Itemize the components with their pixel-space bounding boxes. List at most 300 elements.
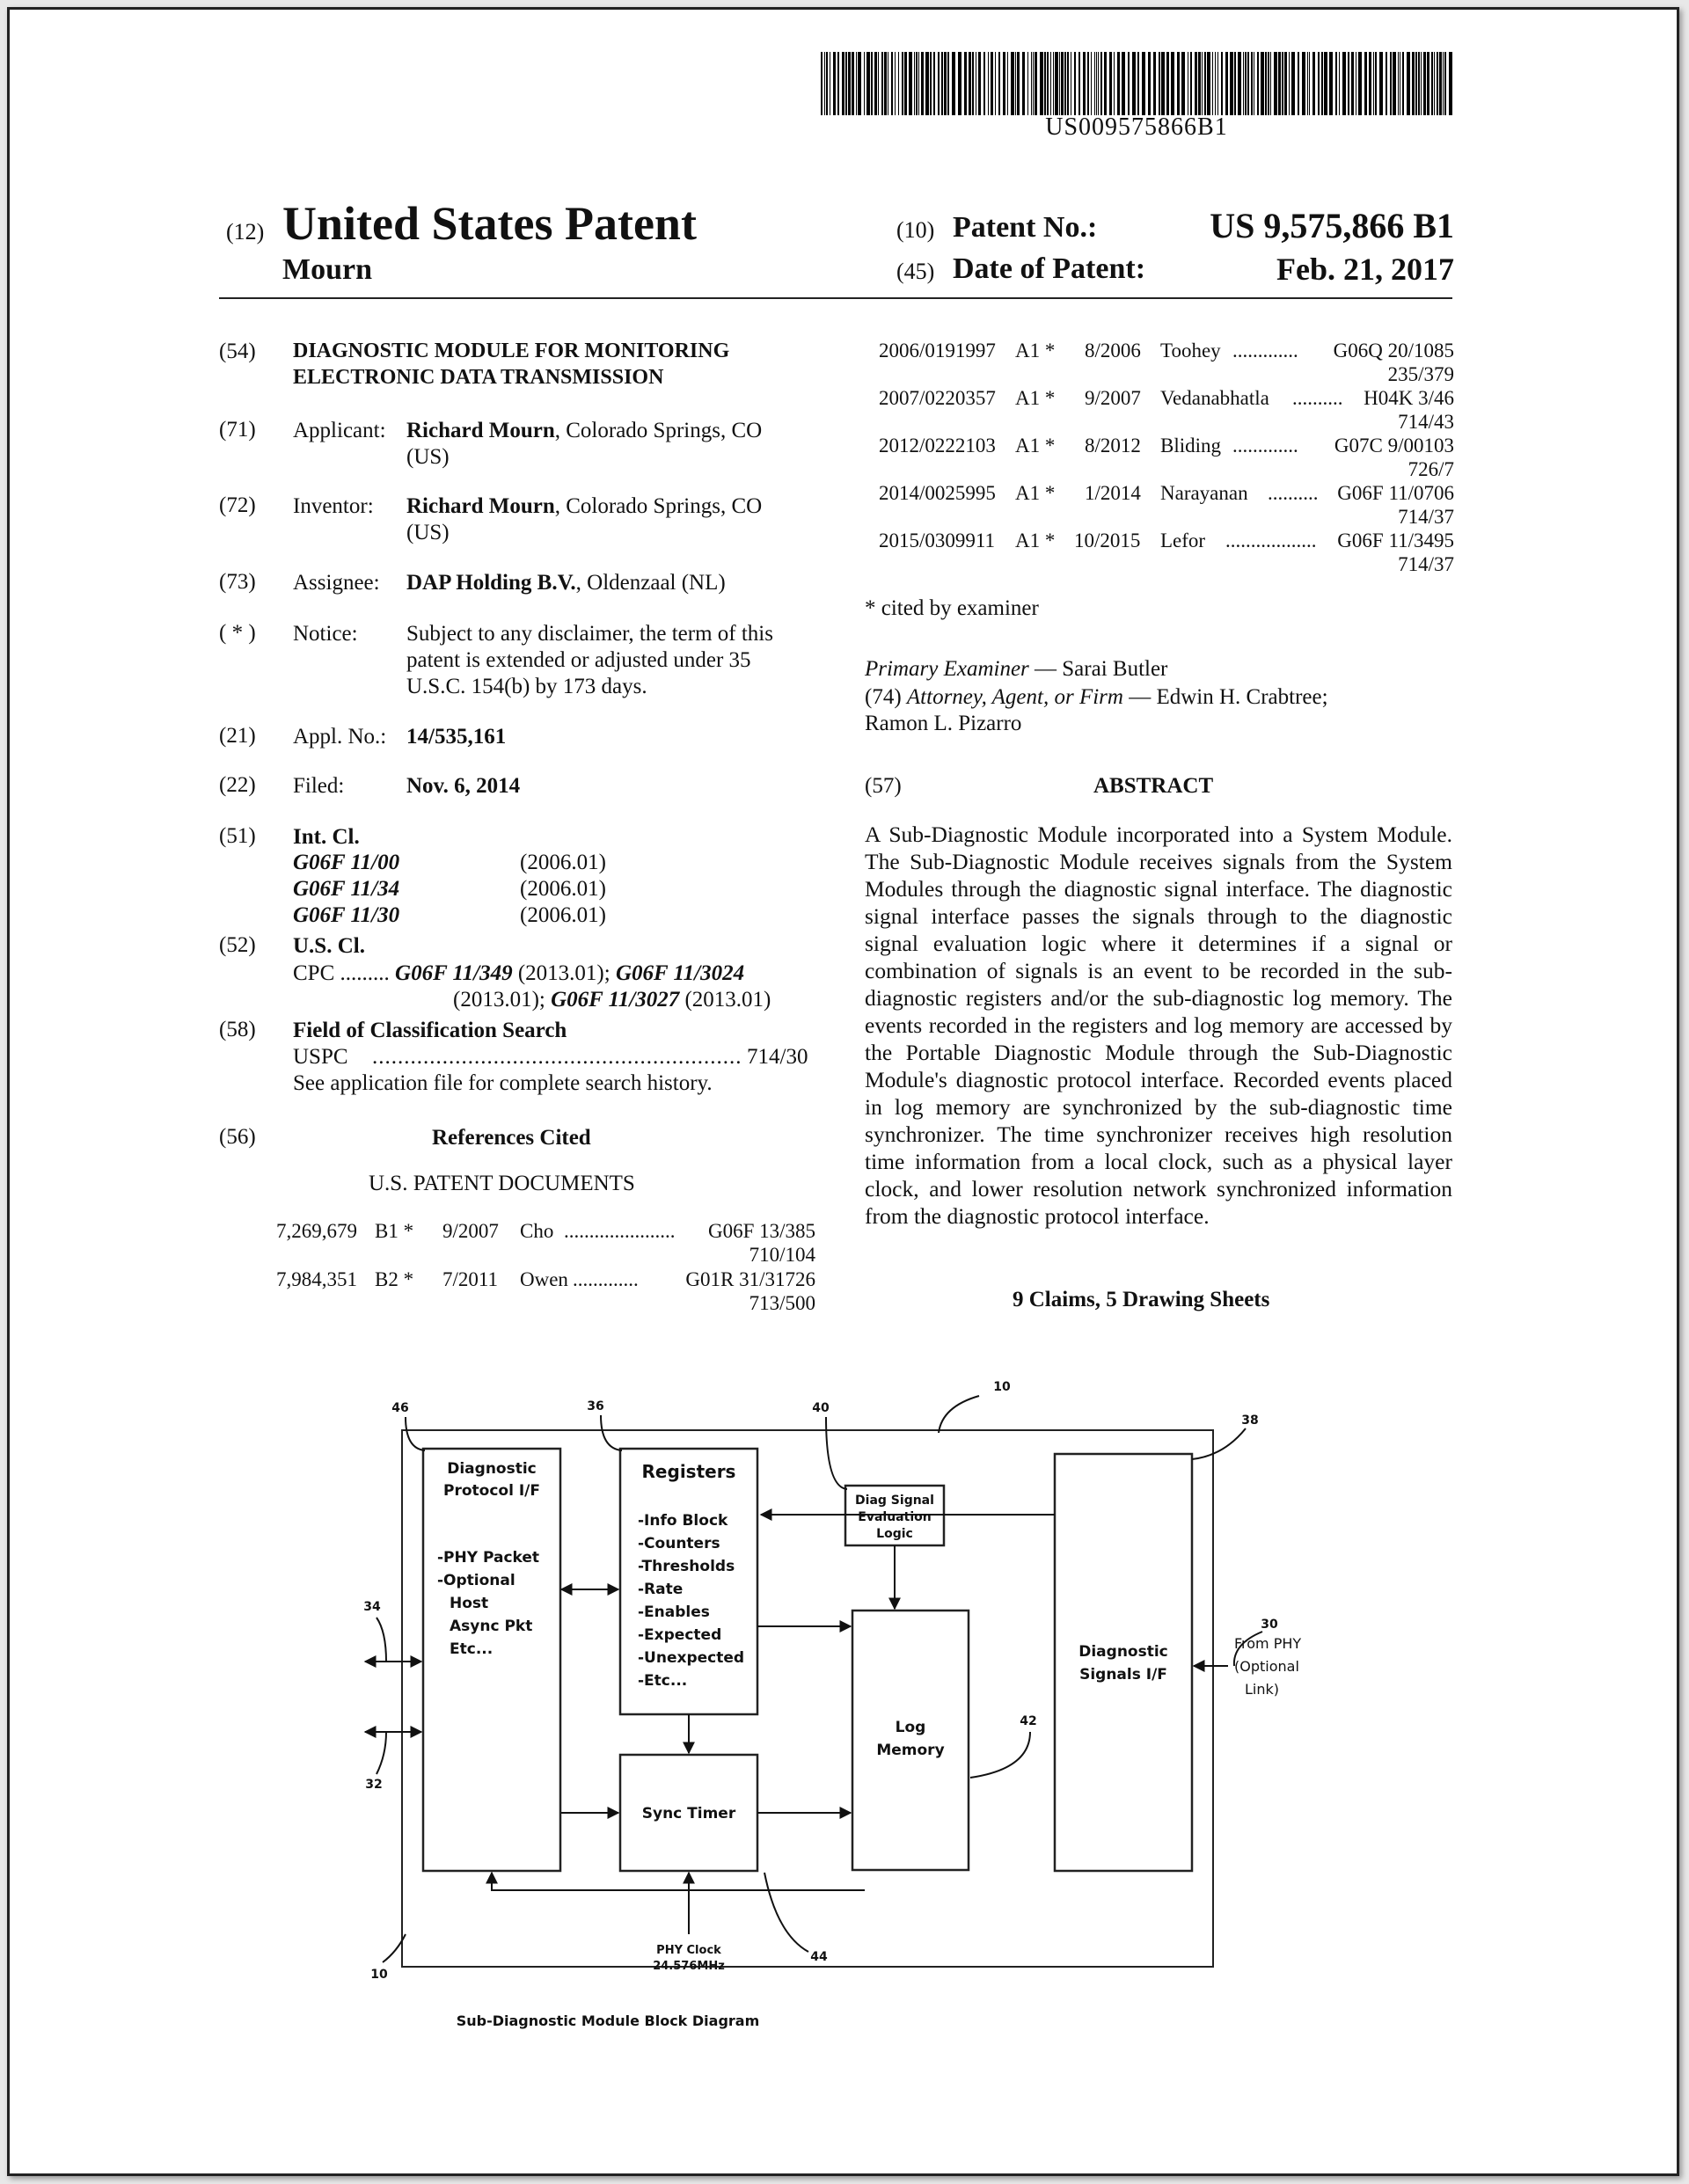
- barcode-bar: [1373, 52, 1374, 115]
- barcode-bar: [842, 52, 844, 115]
- uspc-leader: ..........................................................: [372, 1045, 742, 1069]
- register-item: -Info Block: [638, 1512, 728, 1530]
- barcode-bar: [881, 52, 883, 115]
- attorney-names: — Edwin H. Crabtree;: [1122, 685, 1328, 709]
- barcode-bar: [1161, 52, 1165, 115]
- references-cited-heading: References Cited: [432, 1126, 591, 1150]
- date-of-patent-label: Date of Patent:: [953, 252, 1146, 285]
- filed-label: Filed:: [293, 774, 345, 798]
- attorney-line-2: Ramon L. Pizarro: [865, 712, 1022, 735]
- ref-kind: A1 *: [1015, 340, 1056, 362]
- header-code-45: (45): [896, 259, 935, 284]
- barcode-bar: [1234, 52, 1236, 115]
- log-memory-block: [852, 1611, 969, 1870]
- eval-line-1: Diag Signal: [855, 1494, 934, 1508]
- document-number: US009575866B1: [1045, 113, 1228, 141]
- register-item: -Counters: [638, 1535, 720, 1552]
- barcode-bar: [1204, 52, 1206, 115]
- patent-number: US 9,575,866 B1: [1210, 206, 1454, 245]
- barcode-bar: [821, 52, 823, 115]
- register-item: -Etc...: [638, 1672, 688, 1690]
- ref-numeral-40: 40: [812, 1401, 830, 1415]
- inventor-country: (US): [406, 521, 450, 544]
- abstract-heading: ABSTRACT: [1093, 774, 1214, 798]
- leader-34: [377, 1618, 386, 1662]
- ref-class: G06F 11/3495: [1337, 530, 1454, 551]
- barcode-bar: [1053, 52, 1054, 115]
- barcode-bar: [1017, 52, 1020, 115]
- phy-clock-line-1: PHY Clock: [656, 1944, 721, 1957]
- barcode-bar: [1035, 52, 1037, 115]
- ref-numeral-46: 46: [391, 1401, 409, 1415]
- ref-date: 7/2011: [442, 1268, 499, 1290]
- register-item: -Thresholds: [638, 1558, 735, 1575]
- barcode-bar: [1402, 52, 1404, 115]
- ref-name: Narayanan: [1160, 482, 1248, 504]
- barcode-bar: [1443, 52, 1444, 115]
- primary-examiner-label: Primary Examiner: [865, 657, 1029, 681]
- ref-class: G06F 11/0706: [1337, 482, 1454, 504]
- cpc-line-1: [293, 961, 744, 987]
- barcode-bar: [1015, 52, 1016, 115]
- barcode-bar: [1268, 52, 1269, 115]
- barcode-bar: [1351, 52, 1354, 115]
- barcode-bar: [1177, 52, 1180, 115]
- leader-44: [764, 1873, 808, 1952]
- assignee-name: DAP Holding B.V.: [406, 571, 576, 595]
- diagnostic-signals-if-block: [1055, 1454, 1192, 1871]
- barcode-bar: [1137, 52, 1139, 115]
- barcode-bar: [1238, 52, 1241, 115]
- ref-class: G06F 13/385: [707, 1220, 815, 1242]
- ref-number: 2006/0191997: [879, 340, 996, 362]
- ref-number: 2007/0220357: [879, 387, 996, 409]
- leader-32: [377, 1732, 386, 1774]
- barcode-bar: [1321, 52, 1323, 115]
- barcode-bar: [1243, 52, 1244, 115]
- barcode-bar: [983, 52, 985, 115]
- barcode-bar: [864, 52, 865, 115]
- protocol-item: Etc...: [450, 1640, 494, 1658]
- barcode-bar: [1061, 52, 1064, 115]
- code-notice: ( * ): [219, 621, 256, 645]
- leader-40: [826, 1417, 847, 1489]
- barcode-bar: [1083, 52, 1086, 115]
- barcode-bar: [964, 52, 967, 115]
- barcode-bar: [947, 52, 949, 115]
- eval-line-2: Evaluation: [858, 1510, 932, 1524]
- code-72: (72): [219, 493, 256, 517]
- ref-number: 2012/0222103: [879, 435, 996, 457]
- barcode-bar: [1050, 52, 1051, 115]
- ref-leader: .............: [1232, 435, 1298, 457]
- barcode-bar: [1375, 52, 1377, 115]
- us-patent-documents-heading: U.S. PATENT DOCUMENTS: [369, 1172, 635, 1195]
- appl-no-label: Appl. No.:: [293, 725, 387, 749]
- filed-value: Nov. 6, 2014: [406, 774, 521, 798]
- ref-leader: ..........: [1292, 387, 1343, 409]
- claims-summary: 9 Claims, 5 Drawing Sheets: [1013, 1288, 1270, 1311]
- ref-class: G06Q 20/1085: [1333, 340, 1454, 362]
- barcode-bar: [1386, 52, 1387, 115]
- registers-title: Registers: [641, 1461, 736, 1482]
- field-search-label: Field of Classification Search: [293, 1019, 567, 1042]
- patent-title-heading: United States Patent: [282, 197, 697, 250]
- barcode-bar: [1031, 52, 1032, 115]
- ref-class: H04K 3/46: [1364, 387, 1454, 409]
- code-58: (58): [219, 1018, 256, 1041]
- date-of-patent: Feb. 21, 2017: [1276, 252, 1454, 287]
- barcode-bar: [1078, 52, 1080, 115]
- barcode-bar: [1312, 52, 1315, 115]
- abstract-text: A Sub-Diagnostic Module incorporated into a System Module. The Sub-Diagnostic Module receives signals from the System Modules through the diagnostic signal interface. The diagnostic signal interface passes the signals through to the diagnostic signal evaluation logic where it determines if a signal or combination of signals is an event to be recorded in the sub-diagnostic registers and/or the sub-diagnostic log memory. The events recorded in the registers and log memory are accessed by the Portable Diagnostic Module through the Sub-Diagnostic Module's diagnostic protocol interface. Recorded events placed in log memory are synchronized by the sub-diagnostic time synchronizer. The time synchronizer receives high resolution time information from a local clock, such as a physical layer clock, and lower resolution network synchronized information from the diagnostic protocol interface.: [865, 822, 1452, 1229]
- barcode-bar: [1302, 52, 1305, 115]
- barcode-bar: [1100, 52, 1102, 115]
- barcode-bar: [1318, 52, 1320, 115]
- barcode-bar: [1064, 52, 1066, 115]
- barcode-bar: [952, 52, 955, 115]
- barcode-bar: [837, 52, 839, 115]
- barcode-bar: [1431, 52, 1433, 115]
- barcode-bar: [1329, 52, 1333, 115]
- cpc-class-2: G06F 11/3024: [615, 961, 745, 985]
- barcode-bar: [902, 52, 903, 115]
- barcode-bar: [1047, 52, 1049, 115]
- barcode-bar: [852, 52, 854, 115]
- barcode-bar: [918, 52, 919, 115]
- ref-kind: A1 *: [1015, 435, 1056, 457]
- code-57: (57): [865, 774, 902, 798]
- primary-examiner-name: — Sarai Butler: [1028, 657, 1168, 681]
- barcode-bar: [1091, 52, 1092, 115]
- ref-number: 7,984,351: [276, 1268, 357, 1290]
- inventor-label: Inventor:: [293, 494, 374, 518]
- barcode-bar: [1339, 52, 1340, 115]
- barcode-bar: [925, 52, 929, 115]
- applicant-location: , Colorado Springs, CO: [554, 419, 763, 442]
- barcode-bar: [898, 52, 899, 115]
- ref-date: 8/2006: [1085, 340, 1141, 362]
- cpc-version-3: (2013.01): [679, 988, 771, 1012]
- ref-numeral-34: 34: [363, 1600, 381, 1614]
- ref-numeral-36: 36: [587, 1399, 604, 1413]
- ref-name: Owen: [520, 1268, 568, 1290]
- barcode-bar: [1415, 52, 1417, 115]
- barcode-bar: [1171, 52, 1174, 115]
- code-74: (74): [865, 685, 902, 709]
- barcode-bar: [1022, 52, 1025, 115]
- barcode-bar: [1003, 52, 1005, 115]
- from-phy-line: Link): [1245, 1681, 1280, 1698]
- ref-numeral-10-bottom: 10: [370, 1968, 388, 1982]
- appl-no-value: 14/535,161: [406, 725, 507, 749]
- barcode-bar: [866, 52, 870, 115]
- header-divider: [219, 297, 1452, 299]
- barcode-bar: [1011, 52, 1014, 115]
- inventor-value: [406, 493, 762, 546]
- barcode-bar: [1225, 52, 1228, 115]
- barcode-bar: [995, 52, 996, 115]
- barcode-bar: [1212, 52, 1213, 115]
- applicant-label: Applicant:: [293, 419, 386, 442]
- barcode-bar: [916, 52, 918, 115]
- barcode-bar: [1087, 52, 1089, 115]
- barcode-bar: [848, 52, 851, 115]
- register-item: -Expected: [638, 1626, 722, 1644]
- sync-timer-label: Sync Timer: [641, 1805, 736, 1822]
- code-51: (51): [219, 824, 256, 848]
- barcode-bar: [938, 52, 940, 115]
- assignee-value: [406, 570, 726, 596]
- barcode-bar: [1369, 52, 1371, 115]
- ref-kind: A1 *: [1015, 482, 1056, 504]
- code-71: (71): [219, 418, 256, 442]
- barcode-bar: [958, 52, 961, 115]
- barcode-bar: [1207, 52, 1210, 115]
- barcode-bar: [1195, 52, 1197, 115]
- barcode-bar: [1007, 52, 1008, 115]
- barcode-bar: [1230, 52, 1233, 115]
- notice-line-1: Subject to any disclaimer, the term of this: [406, 622, 773, 646]
- ref-date: 1/2014: [1085, 482, 1141, 504]
- notice-line-2: patent is extended or adjusted under 35: [406, 648, 751, 672]
- attorney-label: Attorney, Agent, or Firm: [906, 685, 1123, 709]
- barcode-bar: [858, 52, 861, 115]
- primary-examiner: [865, 656, 1167, 683]
- leader-36: [601, 1415, 622, 1450]
- ref-subclass: 714/43: [1398, 411, 1454, 433]
- ref-name: Vedanabhatla: [1160, 387, 1269, 409]
- ref-numeral-30: 30: [1261, 1618, 1278, 1632]
- barcode-bar: [1221, 52, 1223, 115]
- barcode-bar: [1094, 52, 1095, 115]
- notice-text: [406, 621, 816, 700]
- barcode-bar: [1148, 52, 1151, 115]
- barcode-bar: [1159, 52, 1160, 115]
- ref-numeral-32: 32: [365, 1778, 383, 1792]
- barcode-bar: [1055, 52, 1058, 115]
- ref-kind: B1 *: [375, 1220, 414, 1242]
- assignee-location: , Oldenzaal (NL): [575, 571, 726, 595]
- protocol-item: Host: [450, 1595, 489, 1612]
- ref-date: 9/2007: [1085, 387, 1141, 409]
- barcode-bar: [1122, 52, 1125, 115]
- arrow-bottom-feedback: [492, 1873, 865, 1890]
- ref-leader: .............: [1232, 340, 1298, 362]
- header-code-12: (12): [226, 219, 265, 245]
- barcode-bar: [874, 52, 877, 115]
- signals-if-line-1: Diagnostic: [1078, 1643, 1168, 1661]
- barcode-bar: [998, 52, 1000, 115]
- signals-if-line-2: Signals I/F: [1079, 1666, 1167, 1684]
- leader-46: [406, 1417, 425, 1450]
- ref-leader: ......................: [564, 1220, 676, 1242]
- barcode-bar: [1423, 52, 1426, 115]
- assignee-label: Assignee:: [293, 571, 380, 595]
- barcode-bar: [1217, 52, 1218, 115]
- barcode-bar: [1348, 52, 1349, 115]
- int-cl-version-2: (2006.01): [520, 877, 606, 901]
- invention-title: [293, 338, 729, 391]
- eval-line-3: Logic: [876, 1527, 913, 1541]
- ref-subclass: 726/7: [1408, 458, 1454, 480]
- ref-class: G01R 31/31726: [685, 1268, 815, 1290]
- ref-subclass: 714/37: [1398, 553, 1454, 575]
- int-cl-version-3: (2006.01): [520, 903, 606, 927]
- log-memory-line-2: Memory: [876, 1742, 945, 1759]
- code-22: (22): [219, 773, 256, 797]
- cpc-class-3: G06F 11/3027: [551, 988, 680, 1012]
- barcode-bar: [1044, 52, 1046, 115]
- ref-numeral-42: 42: [1020, 1714, 1037, 1728]
- barcode-bar: [1379, 52, 1383, 115]
- barcode-bar: [1284, 52, 1287, 115]
- barcode-bar: [921, 52, 924, 115]
- barcode-bar: [1307, 52, 1308, 115]
- ref-numeral-10-top: 10: [993, 1380, 1011, 1394]
- cpc-line-2: [453, 987, 771, 1013]
- barcode-bar: [1251, 52, 1253, 115]
- barcode-bar: [1407, 52, 1410, 115]
- barcode-bar: [1278, 52, 1281, 115]
- barcode-bar: [1098, 52, 1099, 115]
- barcode-bar: [1067, 52, 1069, 115]
- barcode-bar: [1418, 52, 1420, 115]
- inventor-surname: Mourn: [282, 253, 372, 286]
- barcode-bar: [988, 52, 989, 115]
- barcode-bar: [1358, 52, 1362, 115]
- barcode-bar: [1142, 52, 1145, 115]
- ref-name: Bliding: [1160, 435, 1222, 457]
- from-phy-line: (Optional: [1234, 1658, 1299, 1675]
- header-code-10: (10): [896, 217, 935, 243]
- cpc-label: CPC .........: [293, 961, 390, 985]
- leader-38: [1192, 1428, 1246, 1459]
- phy-clock-line-2: 24.576MHz: [653, 1960, 725, 1973]
- protocol-item: Async Pkt: [450, 1618, 533, 1635]
- barcode-bar: [1449, 52, 1452, 115]
- barcode-bar: [891, 52, 893, 115]
- cpc-version-2: (2013.01);: [453, 988, 552, 1012]
- ref-kind: A1 *: [1015, 387, 1056, 409]
- ref-subclass: 710/104: [749, 1244, 815, 1266]
- code-73: (73): [219, 570, 256, 594]
- barcode-bar: [1104, 52, 1107, 115]
- cited-by-examiner-note: * cited by examiner: [865, 596, 1039, 620]
- ref-leader: ..................: [1225, 530, 1317, 551]
- barcode-bar: [944, 52, 947, 115]
- barcode-bar: [1181, 52, 1185, 115]
- barcode-bar: [1245, 52, 1247, 115]
- barcode-bar: [1190, 52, 1192, 115]
- barcode-bar: [845, 52, 847, 115]
- barcode-bar: [941, 52, 943, 115]
- int-cl-class-2: G06F 11/34: [293, 877, 400, 901]
- ref-kind: A1 *: [1015, 530, 1056, 551]
- ref-subclass: 235/379: [1387, 363, 1454, 385]
- ref-numeral-44: 44: [810, 1950, 828, 1964]
- barcode-bar: [1128, 52, 1130, 115]
- ref-leader: ..........: [1268, 482, 1319, 504]
- barcode-bar: [909, 52, 912, 115]
- ref-date: 8/2012: [1085, 435, 1141, 457]
- ref-leader: .............: [573, 1268, 639, 1290]
- int-cl-class-1: G06F 11/00: [293, 851, 400, 874]
- from-phy-line: From PHY: [1234, 1635, 1302, 1652]
- register-item: -Unexpected: [638, 1649, 745, 1667]
- barcode-bar: [1298, 52, 1299, 115]
- ref-name: Toohey: [1160, 340, 1221, 362]
- barcode-bar: [884, 52, 887, 115]
- barcode-bar: [1132, 52, 1136, 115]
- barcode-bar: [1074, 52, 1076, 115]
- barcode-bar: [1109, 52, 1112, 115]
- barcode-bar: [1439, 52, 1442, 115]
- code-21: (21): [219, 724, 256, 748]
- barcode-bar: [1247, 52, 1249, 115]
- sub-diagnostic-module-outline: [402, 1430, 1213, 1967]
- barcode-bar: [1270, 52, 1271, 115]
- code-52: (52): [219, 933, 256, 957]
- protocol-title-2: Protocol I/F: [443, 1482, 540, 1500]
- int-cl-class-3: G06F 11/30: [293, 903, 400, 927]
- log-memory-line-1: Log: [895, 1719, 926, 1736]
- ref-number: 2015/0309911: [879, 530, 996, 551]
- barcode-bar: [1398, 52, 1399, 115]
- barcode-bar: [1257, 52, 1259, 115]
- notice-line-3: U.S.C. 154(b) by 173 days.: [406, 675, 647, 698]
- code-54: (54): [219, 340, 256, 363]
- barcode-bar: [1289, 52, 1290, 115]
- ref-class: G07C 9/00103: [1334, 435, 1454, 457]
- barcode-bar: [856, 52, 857, 115]
- inventor-location: , Colorado Springs, CO: [554, 494, 763, 518]
- inventor-name: Richard Mourn: [406, 494, 555, 518]
- protocol-item: -Optional: [437, 1572, 515, 1589]
- uspc-label: USPC: [293, 1045, 348, 1069]
- cpc-version-1: (2013.01);: [512, 961, 616, 985]
- barcode-bar: [1040, 52, 1043, 115]
- barcode-bar: [871, 52, 873, 115]
- attorney-line: [865, 684, 1328, 711]
- ref-number: 2014/0025995: [879, 482, 996, 504]
- barcode-bar: [1434, 52, 1435, 115]
- patent-page: [7, 7, 1679, 2176]
- barcode-bar: [930, 52, 932, 115]
- barcode-bar: [914, 52, 915, 115]
- applicant-value: [406, 418, 762, 471]
- barcode-bar: [1198, 52, 1201, 115]
- barcode-bar: [978, 52, 981, 115]
- barcode-bar: [1412, 52, 1415, 115]
- ref-us-1: [276, 1220, 357, 1243]
- barcode-bar: [1033, 52, 1034, 115]
- ref-date: 9/2007: [442, 1220, 499, 1242]
- barcode-bar: [1265, 52, 1267, 115]
- barcode-bar: [824, 52, 825, 115]
- barcode-bar: [969, 52, 971, 115]
- barcode-bar: [1335, 52, 1337, 115]
- block-diagram: [344, 1371, 1329, 2057]
- barcode-bar: [1261, 52, 1264, 115]
- us-cl-label: U.S. Cl.: [293, 934, 365, 958]
- register-item: -Rate: [638, 1581, 684, 1598]
- barcode-bar: [1117, 52, 1120, 115]
- barcode-bar: [1390, 52, 1392, 115]
- barcode-bar: [904, 52, 907, 115]
- title-line-2: ELECTRONIC DATA TRANSMISSION: [293, 366, 664, 389]
- barcode-bar: [1421, 52, 1422, 115]
